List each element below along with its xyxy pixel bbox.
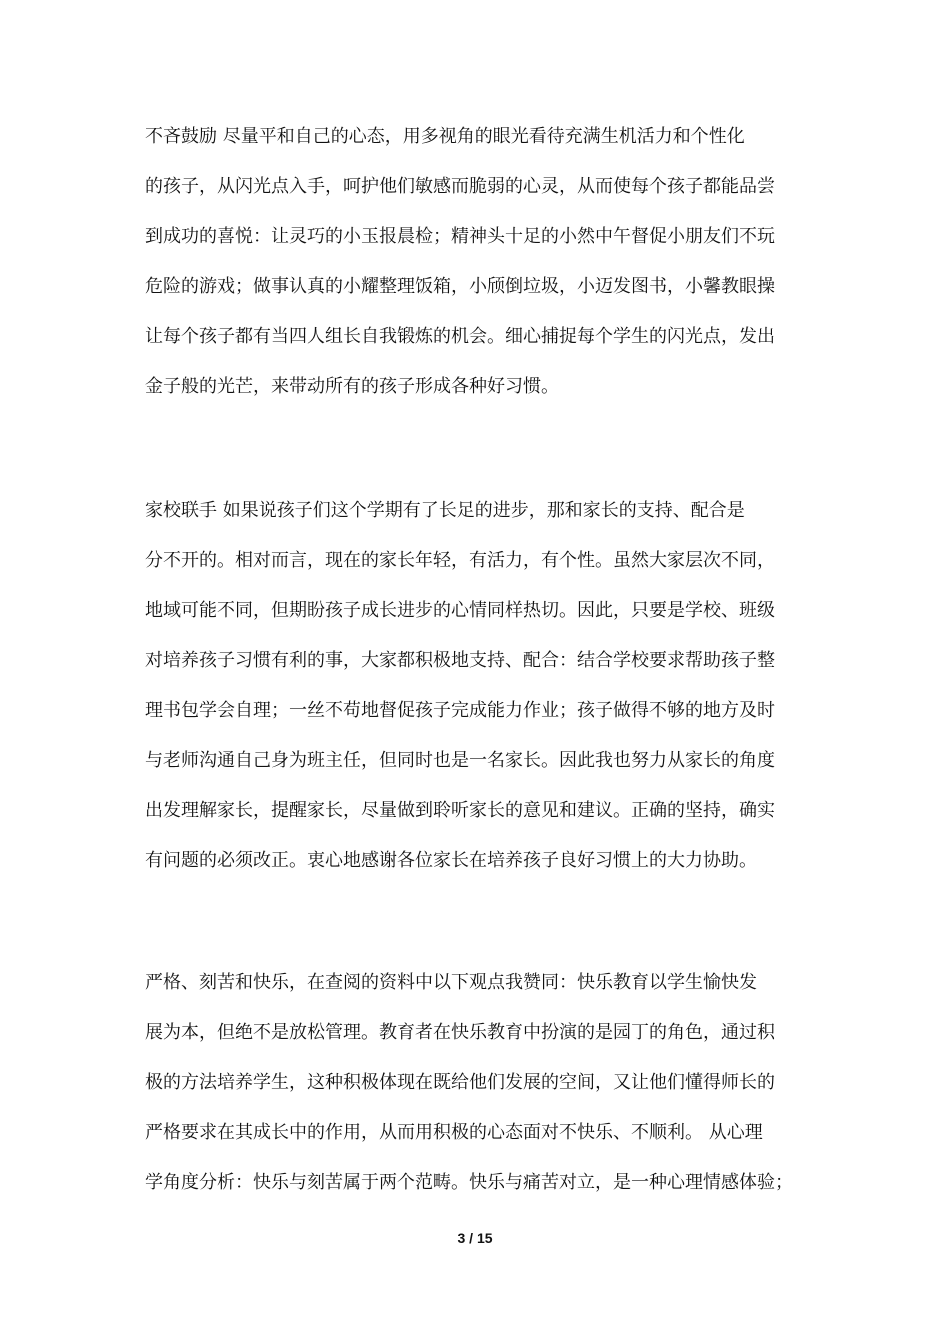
text-line: 严格、刻苦和快乐，在查阅的资料中以下观点我赞同：快乐教育以学生愉快发 xyxy=(145,972,757,993)
text-line: 出发理解家长，提醒家长，尽量做到聆听家长的意见和建议。正确的坚持，确实 xyxy=(145,800,775,821)
text-line: 到成功的喜悦：让灵巧的小玉报晨检；精神头十足的小然中午督促小朋友们不玩 xyxy=(145,226,775,247)
text-line: 理书包学会自理；一丝不苟地督促孩子完成能力作业；孩子做得不够的地方及时 xyxy=(145,700,775,721)
text-line: 家校联手 如果说孩子们这个学期有了长足的进步，那和家长的支持、配合是 xyxy=(145,500,745,521)
text-line: 的孩子，从闪光点入手，呵护他们敏感而脆弱的心灵，从而使每个孩子都能品尝 xyxy=(145,176,775,197)
page-number: 3 / 15 xyxy=(457,1230,493,1246)
text-line: 有问题的必须改正。衷心地感谢各位家长在培养孩子良好习惯上的大力协助。 xyxy=(145,850,757,871)
text-line: 金子般的光芒，来带动所有的孩子形成各种好习惯。 xyxy=(145,376,559,397)
text-line: 与老师沟通自己身为班主任，但同时也是一名家长。因此我也努力从家长的角度 xyxy=(145,750,775,771)
text-line: 不吝鼓励 尽量平和自己的心态，用多视角的眼光看待充满生机活力和个性化 xyxy=(145,126,745,147)
text-line: 严格要求在其成长中的作用，从而用积极的心态面对不快乐、不顺利。 从心理 xyxy=(145,1122,763,1143)
text-line: 对培养孩子习惯有利的事，大家都积极地支持、配合：结合学校要求帮助孩子整 xyxy=(145,650,775,671)
text-line: 学角度分析：快乐与刻苦属于两个范畴。快乐与痛苦对立，是一种心理情感体验； xyxy=(145,1172,793,1193)
text-line: 展为本，但绝不是放松管理。教育者在快乐教育中扮演的是园丁的角色，通过积 xyxy=(145,1022,775,1043)
text-line: 危险的游戏；做事认真的小耀整理饭箱，小颀倒垃圾，小迈发图书，小馨教眼操 xyxy=(145,276,775,297)
text-line: 地域可能不同，但期盼孩子成长进步的心情同样热切。因此，只要是学校、班级 xyxy=(145,600,775,621)
text-line: 让每个孩子都有当四人组长自我锻炼的机会。细心捕捉每个学生的闪光点，发出 xyxy=(145,326,775,347)
text-line: 分不开的。相对而言，现在的家长年轻，有活力，有个性。虽然大家层次不同， xyxy=(145,550,775,571)
text-line: 极的方法培养学生，这种积极体现在既给他们发展的空间，又让他们懂得师长的 xyxy=(145,1072,775,1093)
